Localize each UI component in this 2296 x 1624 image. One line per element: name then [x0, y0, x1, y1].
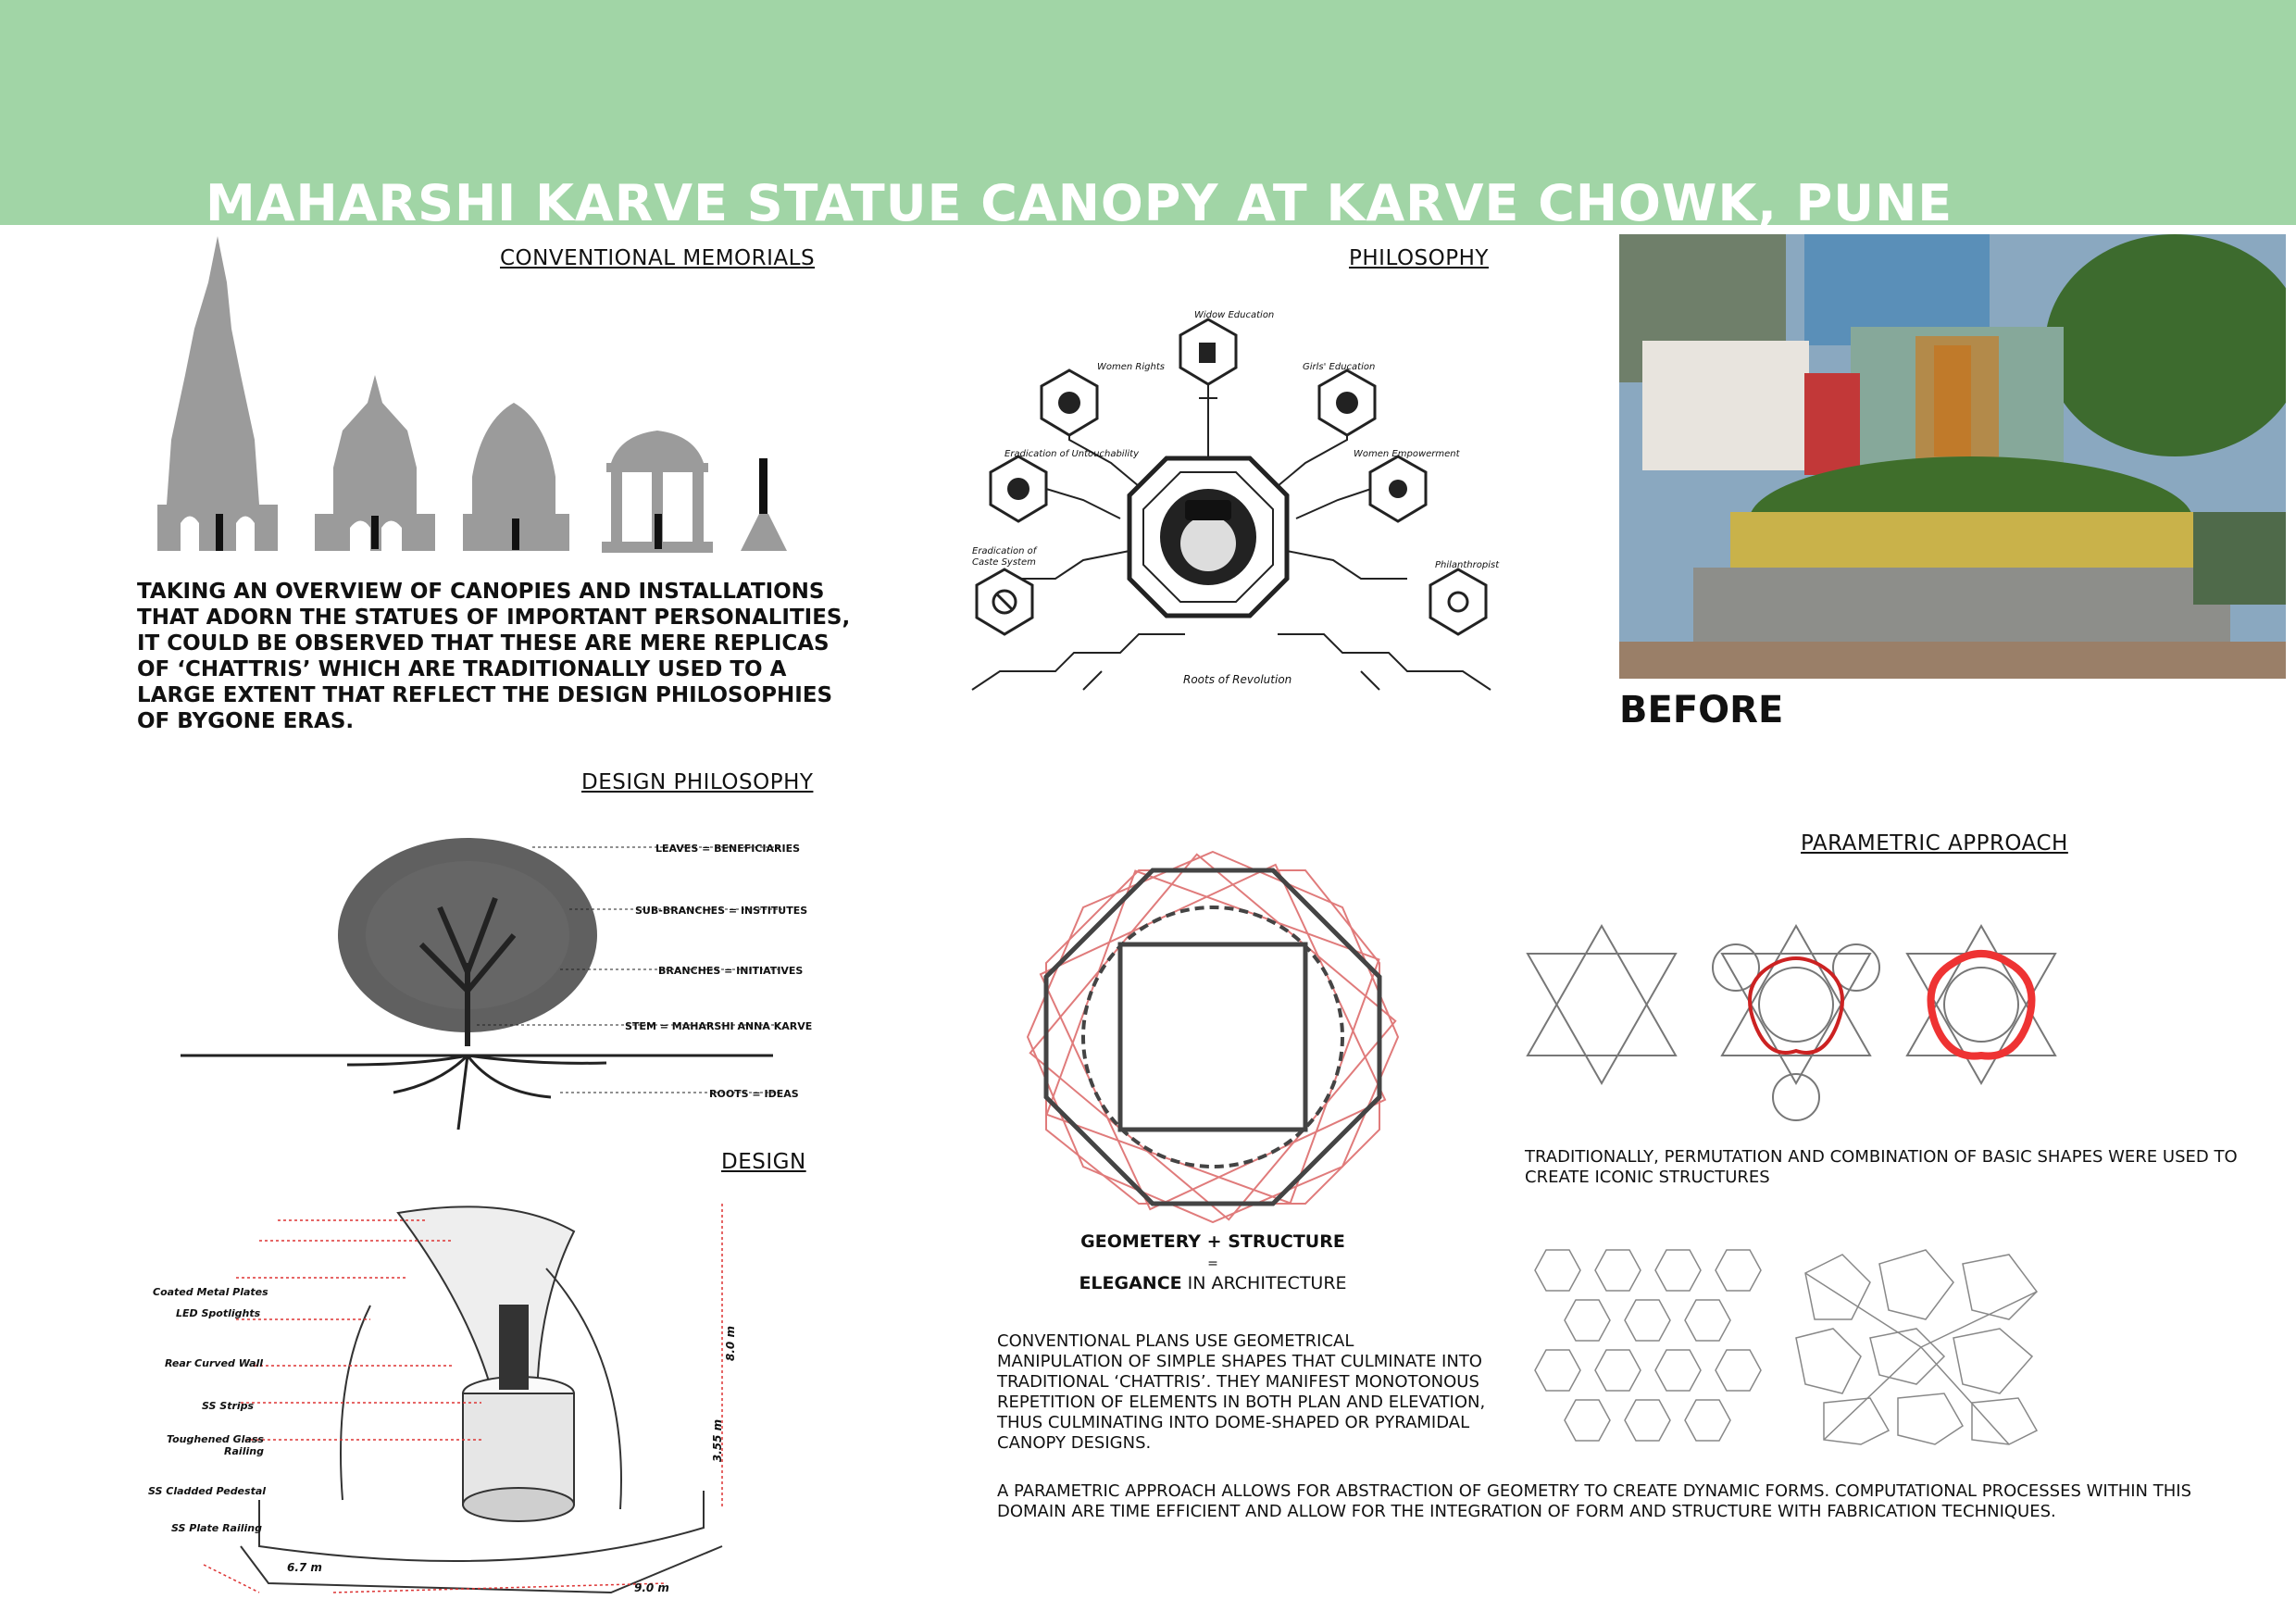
label-girls-education: Girls' Education: [1303, 362, 1376, 372]
traditional-text: TRADITIONALLY, PERMUTATION AND COMBINATION OF BASIC SHAPES WERE USED TO CREATE ICONIC STRUCTURES: [1525, 1147, 2238, 1187]
dim-9m: 9.0 m: [634, 1581, 669, 1594]
hex-pattern-parametric: [1796, 1245, 2046, 1449]
page-title: MAHARSHI KARVE STATUE CANOPY AT KARVE CHOWK, PUNE: [206, 174, 1953, 232]
octagon-geometry-drawing: [1028, 852, 1398, 1222]
dim-67m: 6.7 m: [287, 1561, 322, 1574]
philosophy-diagram: [972, 301, 1491, 708]
dim-355m: 3.55 m: [711, 1418, 725, 1463]
section-philosophy: PHILOSOPHY: [1349, 246, 1489, 270]
memorial-silhouettes: [139, 236, 805, 560]
hex-pattern-regular: [1528, 1241, 1778, 1449]
section-parametric-approach: PARAMETRIC APPROACH: [1801, 831, 2068, 856]
design-label-ss-strips: SS Strips: [202, 1400, 255, 1412]
tree-label-roots: ROOTS = IDEAS: [709, 1088, 799, 1100]
before-label: BEFORE: [1619, 689, 1784, 731]
design-label-coated-plates: Coated Metal Plates: [153, 1286, 268, 1298]
design-label-plate-railing: SS Plate Railing: [171, 1522, 262, 1534]
geometry-equals: =: [1207, 1256, 1218, 1271]
geometry-line-1: GEOMETERY + STRUCTURE: [1080, 1231, 1345, 1252]
label-caste-system: Eradication of Caste System: [972, 546, 1037, 568]
tree-diagram: [162, 833, 792, 1143]
design-label-led: LED Spotlights: [176, 1307, 261, 1319]
dim-8m: 8.0 m: [723, 1326, 737, 1361]
design-label-glass-railing: Toughened Glass Railing: [167, 1433, 264, 1457]
parametric-text: A PARAMETRIC APPROACH ALLOWS FOR ABSTRACTION OF GEOMETRY TO CREATE DYNAMIC FORMS. COMPUTATIONAL PROCESSES WITHIN THIS DOMAIN ARE TIME EFFICIENT AND ALLOW FOR THE INTEGRATION OF FORM AND STRUCTURE WITH FABRICATION TECHNIQUES.: [997, 1481, 2192, 1521]
before-photo: [1619, 234, 2286, 679]
label-philanthropist: Philanthropist: [1435, 560, 1500, 570]
label-roots-of-revolution: Roots of Revolution: [1183, 673, 1292, 686]
geometry-in-architecture: IN ARCHITECTURE: [1181, 1273, 1347, 1293]
geometry-line-3: [1055, 1273, 1370, 1293]
geometry-elegance: ELEGANCE: [1079, 1273, 1182, 1293]
tree-label-stem: STEM = MAHARSHI ANNA KARVE: [625, 1020, 813, 1032]
section-design-philosophy: DESIGN PHILOSOPHY: [581, 770, 814, 794]
design-label-pedestal: SS Cladded Pedestal: [148, 1485, 267, 1497]
tree-label-branches: BRANCHES = INITIATIVES: [658, 965, 804, 977]
design-label-rear-wall: Rear Curved Wall: [165, 1357, 264, 1369]
basic-shapes-diagram: [1518, 921, 2074, 1125]
conventional-plans-text: CONVENTIONAL PLANS USE GEOMETRICAL MANIPULATION OF SIMPLE SHAPES THAT CULMINATE INTO TRADITIONAL ‘CHATTRIS’. THEY MANIFEST MONOTONOUS REPETITION OF ELEMENTS IN BOTH PLAN AND ELEVATION, THUS CULMINATING INTO DOME-SHAPED OR PYRAMIDAL CANOPY DESIGNS.: [997, 1331, 1486, 1453]
section-conventional-memorials: CONVENTIONAL MEMORIALS: [500, 246, 816, 270]
tree-label-leaves: LEAVES = BENEFICIARIES: [655, 843, 801, 855]
label-women-rights: Women Rights: [1097, 362, 1165, 372]
label-women-empowerment: Women Empowerment: [1354, 449, 1460, 459]
label-untouchability: Eradication of Untouchability: [1004, 449, 1139, 459]
label-widow-education: Widow Education: [1194, 310, 1275, 320]
overview-text: TAKING AN OVERVIEW OF CANOPIES AND INSTALLATIONS THAT ADORN THE STATUES OF IMPORTANT PERSONALITIES, IT COULD BE OBSERVED THAT THESE ARE MERE REPLICAS OF ‘CHATTRIS’ WHICH ARE TRADITIONALLY USED TO A LARGE EXTENT THAT REFLECT THE DESIGN PHILOSOPHIES OF BYGONE ERAS.: [137, 580, 851, 733]
tree-label-subbranches: SUB-BRANCHES = INSTITUTES: [635, 905, 808, 917]
section-design: DESIGN: [721, 1150, 806, 1174]
